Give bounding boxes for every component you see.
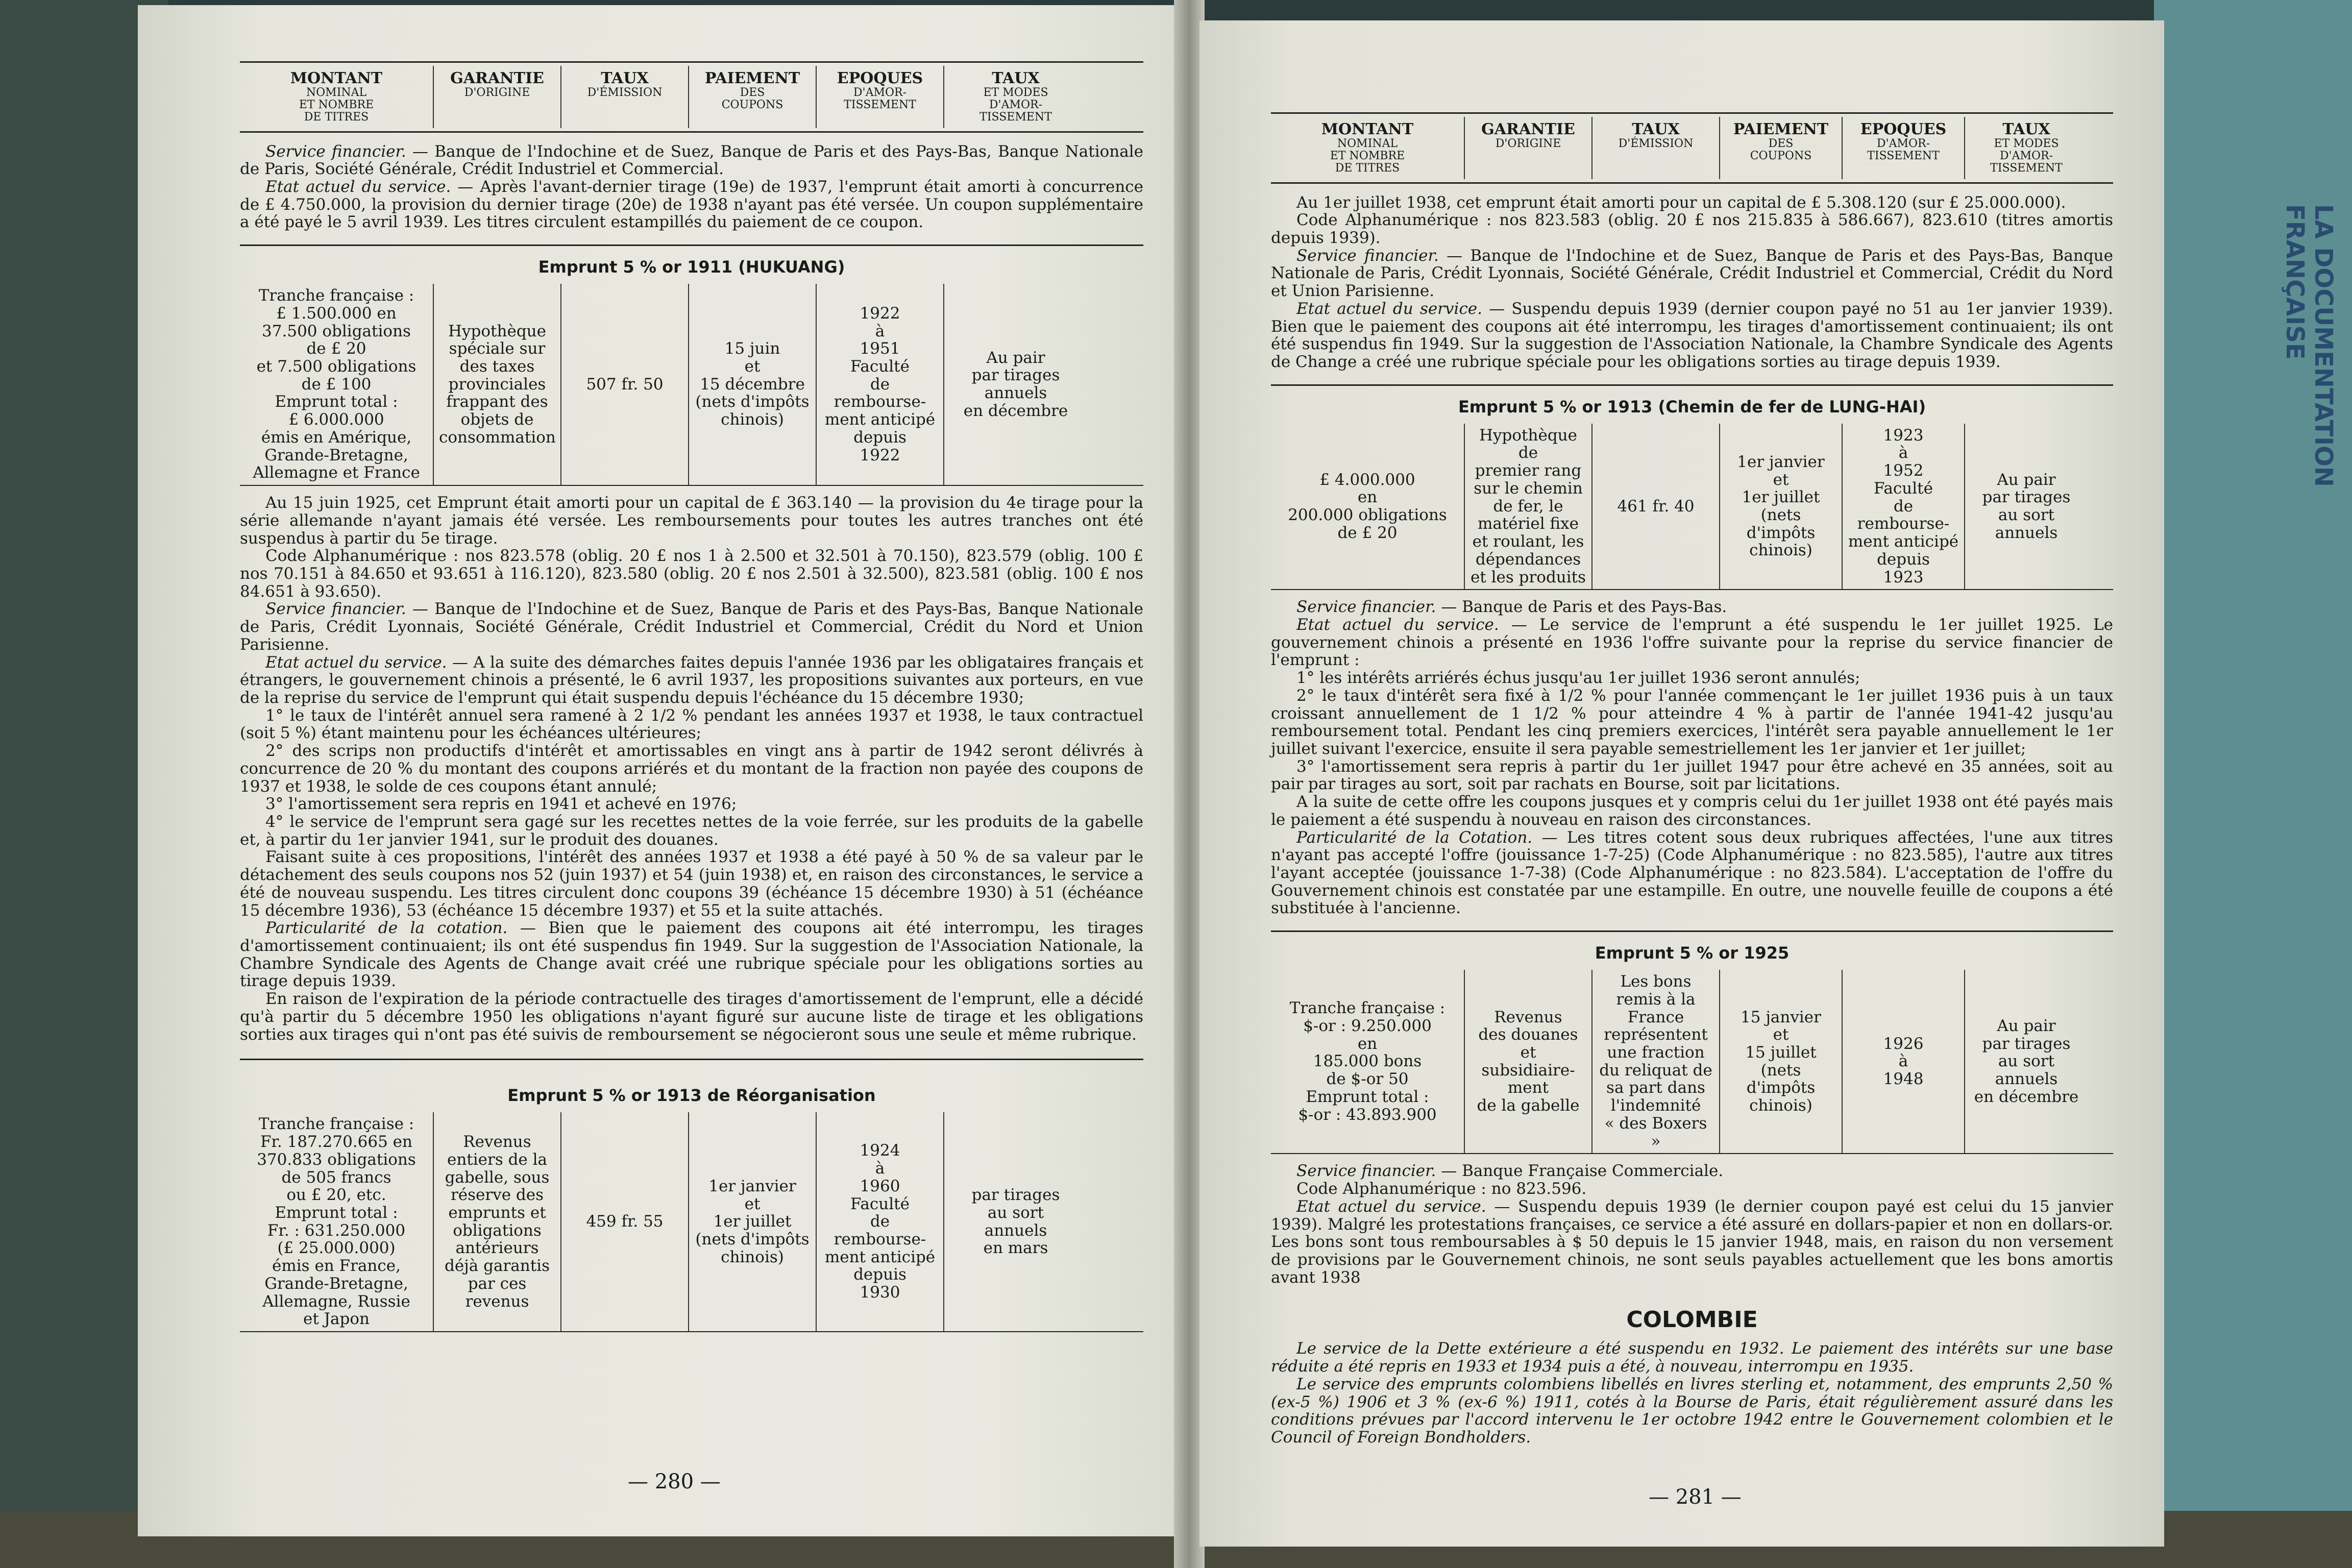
- lunghai-paragraph-text: — Les titres cotent sous deux rubriques affectées, l'une aux titres n'ayant pas accepté l'offre (jouissance 1-7-25) (Code Alphanumérique : no 823.585), l'autre aux titres l'ayant acceptée (jouissance 1-7-38) (Code Alphanumérique : no 823.584). L'acceptation de l'offre du Gouvernement chinois est constatée par une estampille. En outre, une nouvelle feuille de coupons a été substituée à l'ancienne.: [1271, 828, 2113, 918]
- hukuang-paragraph-text: 4° le service de l'emprunt sera gagé sur les recettes nettes de la voie ferrée, sur les produits de la gabelle et, à partir du 1er janvier 1941, sur le produit des douanes.: [240, 813, 1143, 849]
- side-label: LA DOCUMENTATION FRANÇAISE: [2281, 204, 2338, 487]
- hukuang-cell-text: 507 fr. 50: [586, 375, 664, 394]
- left-header-cell: [561, 66, 689, 128]
- reorg-cell: [434, 1112, 561, 1331]
- right-intro-paragraph: [1271, 247, 2113, 300]
- right-header-cell: [1843, 117, 1965, 179]
- hukuang-paragraph-text: 3° l'amortissement sera repris en 1941 et achevé en 1976;: [265, 795, 737, 814]
- hukuang-cell-text: 15 juin et 15 décembre (nets d'impôts chinois): [695, 339, 810, 429]
- lunghai-paragraph-text: A la suite de cette offre les coupons jusques et y compris celui du 1er juillet 1938 ont été payés mais le paiement a été suspendu à nouveau en raison des circonstances.: [1271, 793, 2113, 829]
- reorg-cell-text: 1er janvier et 1er juillet (nets d'impôts chinois): [695, 1177, 810, 1266]
- lunghai-cell: [1965, 424, 2088, 589]
- reorg-title: Emprunt 5 % or 1913 de Réorganisation: [507, 1086, 876, 1106]
- left-page-number: — 280 —: [628, 1470, 721, 1493]
- colombie-paragraph: [1271, 1376, 2113, 1447]
- right-intro: [1271, 194, 2113, 371]
- header-text: COUPONS: [721, 99, 783, 112]
- right-intro-paragraph: [1271, 194, 2113, 212]
- hukuang-paragraph-text: — A la suite des démarches faites depuis l'année 1936 par les obligataires français et étrangers, le gouvernement chinois a présenté, le 6 avril 1937, les propositions suivantes aux porteurs, en vue de la reprise du service de l'emprunt qui était suspendu depuis l'échéance du 15 décembre 1930;: [240, 653, 1143, 707]
- right-intro-paragraph-text: — Banque de l'Indochine et de Suez, Banque de Paris et des Pays-Bas, Banque Nationale de Paris, Crédit Lyonnais, Société Générale, Crédit Industriel et Commercial, Crédit du Nord et Union Parisienne.: [1271, 246, 2113, 301]
- header-text: DE TITRES: [1335, 162, 1400, 175]
- hukuang-paragraph-lead: Service financier.: [265, 600, 406, 619]
- e1925-paragraph: [1271, 1198, 2113, 1287]
- right-page-number: — 281 —: [1649, 1485, 1742, 1509]
- hukuang-paragraph-text: En raison de l'expiration de la période contractuelle des tirages d'amortissement de l'emprunt, elle a décidé qu'à partir du 5 décembre 1950 les obligations n'ayant figuré sur aucune liste de tirage et les obligations sorties aux tirages qui n'ont pas été suivis de remboursement se négocieront sous une seule et même rubrique.: [240, 990, 1143, 1044]
- e1925-cell: [1592, 970, 1720, 1153]
- lunghai-cell-text: 1er janvier et 1er juillet (nets d'impôts chinois): [1737, 452, 1825, 560]
- e1925-cell: [1843, 970, 1965, 1153]
- hukuang-paragraph: [240, 547, 1143, 600]
- left-divider-2: [240, 1059, 1143, 1060]
- hukuang-paragraph-text: — Banque de l'Indochine et de Suez, Banque de Paris et des Pays-Bas, Banque Nationale de Paris, Crédit Lyonnais, Société Générale, Crédit Industriel et Commercial, Crédit du Nord et Union Parisienne.: [240, 600, 1143, 654]
- left-header-cell: [434, 66, 561, 128]
- hukuang-cell: [689, 284, 817, 485]
- lunghai-paragraph-text: 2° le taux d'intérêt sera fixé à 1/2 % pour l'année commençant le 1er juillet 1936 puis à un taux croissant annuellement de 1 1/2 % pour atteindre 4 % à partir de l'année 1941-42 jusqu'au remboursement total. Pendant les cinq premiers exercices, l'intérêt sera payable annuellement le 1er juillet suivant l'exercice, ensuite il sera payable semestriellement les 1er janvier et 1er juillet;: [1271, 686, 2113, 758]
- left-intro-paragraph-lead: Etat actuel du service.: [265, 178, 451, 196]
- hukuang-cell: [240, 284, 434, 485]
- lunghai-paragraph: [1271, 669, 2113, 687]
- lunghai-cell: [1592, 424, 1720, 589]
- right-intro-paragraph: [1271, 211, 2113, 247]
- reorg-cell: [817, 1112, 944, 1331]
- left-intro-paragraph-lead: Service financier.: [265, 142, 406, 161]
- header-text: ET MODES: [1994, 137, 2059, 150]
- header-text: TAUX: [2002, 120, 2050, 138]
- left-header-cell: [817, 66, 944, 128]
- header-text: COUPONS: [1750, 150, 1812, 163]
- hukuang-paragraph: [240, 919, 1143, 990]
- right-page: [1199, 20, 2164, 1547]
- e1925-paragraph-text: Code Alphanumérique : no 823.596.: [1296, 1180, 1587, 1198]
- right-header-cell: [1720, 117, 1843, 179]
- lunghai-cell: [1271, 424, 1465, 589]
- hukuang-cell: [434, 284, 561, 485]
- header-text: TISSEMENT: [1990, 162, 2063, 175]
- reorg-cell-text: Tranche française : Fr. 187.270.665 en 370.833 obligations de 505 francs ou £ 20, etc. Emprunt total : Fr. : 631.250.000 (£ 25.000.000) émis en France, Grande-Bretagne, Allemagne, Russie et Japon: [257, 1115, 416, 1329]
- e1925-cell-text: Tranche française : $-or : 9.250.000 en 185.000 bons de $-or 50 Emprunt total : $-or : 43.893.900: [1289, 999, 1446, 1124]
- right-header-cell: [1592, 117, 1720, 179]
- left-intro-paragraph: [240, 143, 1143, 178]
- reorg-cell-text: Revenus entiers de la gabelle, sous réserve des emprunts et obligations antérieurs déjà garantis par ces revenus: [444, 1133, 550, 1311]
- lunghai-paragraph-text: 1° les intérêts arriérés échus jusqu'au 1er juillet 1936 seront annulés;: [1296, 669, 1860, 688]
- e1925-cell: [1720, 970, 1843, 1153]
- lunghai-paragraph: [1271, 793, 2113, 828]
- hukuang-paragraph: [240, 795, 1143, 813]
- lunghai-paragraph: [1271, 687, 2113, 758]
- lunghai-cell: [1720, 424, 1843, 589]
- right-intro-paragraph-text: — Suspendu depuis 1939 (dernier coupon payé no 51 au 1er janvier 1939). Bien que le paiement des coupons ait été interrompu, les tirages d'amortissement continuaient; ils ont été suspendus fin 1949. Sur la suggestion de l'Association Nationale, la Chambre Syndicale des Agents de Change a créé une rubrique spéciale pour les obligations sorties au tirage depuis 1939.: [1271, 299, 2113, 372]
- lunghai-title: Emprunt 5 % or 1913 (Chemin de fer de LUNG-HAI): [1458, 397, 1926, 416]
- left-header-cell: [944, 66, 1087, 128]
- left-header-cell: [240, 66, 434, 128]
- hukuang-cell-text: Au pair par tirages annuels en décembre: [963, 348, 1068, 420]
- e1925-cell: [1271, 970, 1465, 1153]
- e1925-title: Emprunt 5 % or 1925: [1595, 943, 1790, 963]
- hukuang-paragraph-text: Code Alphanumérique : nos 823.578 (oblig. 20 £ nos 1 à 2.500 et 32.501 à 70.150), 823.579 (oblig. 100 £ nos 70.151 à 84.650 et 93.651 à 116.120), 823.580 (oblig. 20 £ nos 2.501 à 32.500), 823.581 (oblig. 100 £ nos 84.651 à 93.650).: [240, 547, 1143, 601]
- e1925-cell-text: Les bons remis à la France représentent une fraction du reliquat de sa part dans l'indemnité « des Boxers »: [1599, 972, 1712, 1150]
- e1925-cell-text: 15 janvier et 15 juillet (nets d'impôts chinois): [1741, 1008, 1821, 1115]
- lunghai-paragraph: [1271, 758, 2113, 793]
- hukuang-text: [240, 494, 1143, 1043]
- hukuang-paragraph: [240, 707, 1143, 742]
- colombie-title: COLOMBIE: [1626, 1307, 1758, 1333]
- right-header-row: [1271, 112, 2113, 184]
- e1925-paragraph-text: — Banque Française Commerciale.: [1436, 1162, 1724, 1181]
- lunghai-cell-text: 461 fr. 40: [1617, 497, 1695, 516]
- header-text: D'AMOR-: [989, 99, 1043, 112]
- reorg-table: [240, 1112, 1143, 1332]
- hukuang-title: Emprunt 5 % or 1911 (HUKUANG): [538, 257, 845, 277]
- hukuang-paragraph-text: 1° le taux de l'intérêt annuel sera ramené à 2 1/2 % pendant les années 1937 et 1938, le taux contractuel (soit 5 %) étant maintenu pour les échéances ultérieures;: [240, 706, 1143, 743]
- e1925-text: [1271, 1162, 2113, 1286]
- lunghai-paragraph-lead: Particularité de la Cotation.: [1296, 828, 1533, 847]
- e1925-table: [1271, 970, 2113, 1154]
- reorg-cell: [240, 1112, 434, 1331]
- e1925-cell: [1965, 970, 2088, 1153]
- hukuang-paragraph-text: 2° des scrips non productifs d'intérêt et amortissables en vingt ans à partir de 1942 seront délivrés à concurrence de 20 % du montant des coupons arriérés et du montant de la fraction non payée des coupons de 1937 et 1938, le solde de ces coupons étant annulé;: [240, 742, 1143, 796]
- hukuang-paragraph-lead: Particularité de la cotation.: [265, 919, 508, 938]
- header-text: PAIEMENT: [1733, 120, 1829, 138]
- e1925-paragraph: [1271, 1162, 2113, 1180]
- hukuang-paragraph: [240, 742, 1143, 795]
- left-intro: [240, 143, 1143, 232]
- lunghai-cell-text: £ 4.000.000 en 200.000 obligations de £ 20: [1288, 470, 1447, 542]
- hukuang-paragraph-lead: Etat actuel du service.: [265, 653, 447, 672]
- left-divider-1: [240, 244, 1143, 246]
- reorg-cell-text: par tirages au sort annuels en mars: [971, 1186, 1060, 1258]
- hukuang-cell-text: Tranche française : £ 1.500.000 en 37.500 obligations de £ 20 et 7.500 obligations de £ 100 Emprunt total : £ 6.000.000 émis en Amérique, Grande-Bretagne, Allemagne et France: [253, 286, 420, 482]
- header-text: ET NOMBRE: [1330, 150, 1405, 163]
- header-text: TISSEMENT: [979, 111, 1052, 124]
- right-header-cell: [1465, 117, 1592, 179]
- header-text: GARANTIE: [1481, 120, 1575, 138]
- reorg-cell: [689, 1112, 817, 1331]
- hukuang-paragraph: [240, 654, 1143, 707]
- header-text: TAUX: [992, 69, 1040, 87]
- right-header-cell: [1965, 117, 2088, 179]
- left-header-cell: [689, 66, 817, 128]
- left-page-content: [240, 61, 1143, 1340]
- hukuang-paragraph-text: Faisant suite à ces propositions, l'intérêt des années 1937 et 1938 a été payé à 50 % de sa valeur par le détachement des seuls coupons nos 52 (juin 1937) et 54 (juin 1938) et, en raison des circonstances, le service a été de nouveau suspendu. Les titres circulent donc coupons 39 (échéance 15 décembre 1930) à 51 (échéance 15 décembre 1936), 53 (échéance 15 décembre 1937) et 55 et la suite attachés.: [240, 848, 1143, 920]
- left-page: [138, 5, 1189, 1536]
- reorg-cell: [561, 1112, 689, 1331]
- right-divider-2: [1271, 930, 2113, 932]
- lunghai-text: [1271, 598, 2113, 917]
- hukuang-paragraph: [240, 600, 1143, 653]
- header-text: EPOQUES: [1860, 120, 1947, 138]
- right-divider-1: [1271, 384, 2113, 386]
- header-text: GARANTIE: [450, 69, 544, 87]
- header-text: DES: [1768, 137, 1794, 150]
- header-text: NOMINAL: [1337, 137, 1398, 150]
- header-text: ET MODES: [983, 86, 1048, 99]
- reorg-cell: [944, 1112, 1087, 1331]
- header-text: D'ORIGINE: [464, 86, 530, 99]
- hukuang-paragraph: [240, 813, 1143, 848]
- right-intro-paragraph: [1271, 300, 2113, 371]
- lunghai-cell: [1465, 424, 1592, 589]
- e1925-cell-text: Revenus des douanes et subsidiaire- ment de la gabelle: [1477, 1008, 1580, 1115]
- right-intro-paragraph-lead: Service financier.: [1296, 246, 1439, 265]
- header-text: DES: [740, 86, 765, 99]
- hukuang-paragraph-text: — Bien que le paiement des coupons ait été interrompu, les tirages d'amortissement continuaient; ils ont été suspendus fin 1949. Sur la suggestion de l'Association Nationale, la Chambre Syndicale des Agents de Change avait créé une rubrique spéciale pour les obligations sorties au tirage depuis 1939.: [240, 919, 1143, 991]
- header-text: D'AMOR-: [1999, 150, 2053, 163]
- colombie-text: [1271, 1340, 2113, 1446]
- lunghai-paragraph-lead: Service financier.: [1296, 598, 1436, 617]
- e1925-cell-text: 1926 à 1948: [1883, 1034, 1924, 1089]
- header-text: DE TITRES: [304, 111, 369, 124]
- e1925-paragraph: [1271, 1180, 2113, 1198]
- right-intro-paragraph-text: Au 1er juillet 1938, cet emprunt était amorti pour un capital de £ 5.308.120 (sur £ 25.000.000).: [1296, 193, 2066, 212]
- hukuang-cell-text: Hypothèque spéciale sur des taxes provinciales frappant des objets de consommation: [439, 322, 556, 447]
- lunghai-cell-text: Hypothèque de premier rang sur le chemin de fer, le matériel fixe et roulant, les dépendances et les produits: [1470, 426, 1586, 586]
- hukuang-cell: [817, 284, 944, 485]
- right-page-content: [1271, 112, 2113, 1447]
- lunghai-cell: [1843, 424, 1965, 589]
- hukuang-paragraph: [240, 848, 1143, 919]
- right-intro-paragraph-lead: Etat actuel du service.: [1296, 299, 1483, 318]
- e1925-paragraph-lead: Etat actuel du service.: [1296, 1197, 1486, 1216]
- header-text: D'AMOR-: [1876, 137, 1930, 150]
- colombie-paragraph-text: Le service des emprunts colombiens libellés en livres sterling et, notamment, des emprunts 2,50 % (ex-5 %) 1906 et 3 % (ex-6 %) 1911, cotés à la Bourse de Paris, était régulièrement assuré dans les conditions prévues par l'accord intervenu le 1er octobre 1942 entre le Gouvernement colombien et le Council of Foreign Bondholders.: [1271, 1375, 2113, 1447]
- reorg-cell-text: 1924 à 1960 Faculté de rembourse- ment anticipé depuis 1930: [824, 1141, 936, 1302]
- hukuang-table: [240, 284, 1143, 486]
- e1925-cell-text: Au pair par tirages au sort annuels en décembre: [1974, 1016, 2079, 1106]
- hukuang-paragraph: [240, 990, 1143, 1043]
- header-text: EPOQUES: [837, 69, 923, 87]
- right-intro-paragraph-text: Code Alphanumérique : nos 823.583 (oblig. 20 £ nos 215.835 à 586.667), 823.610 (titres amortis depuis 1939).: [1271, 211, 2113, 247]
- header-text: TAUX: [1632, 120, 1680, 138]
- header-text: TISSEMENT: [1867, 150, 1940, 163]
- header-text: D'AMOR-: [853, 86, 907, 99]
- lunghai-table: [1271, 424, 2113, 590]
- lunghai-paragraph-lead: Etat actuel du service.: [1296, 615, 1499, 634]
- lunghai-paragraph-text: — Le service de l'emprunt a été suspendu le 1er juillet 1925. Le gouvernement chinois a présenté en 1936 l'offre suivante pour la reprise du service financier de l'emprunt :: [1271, 615, 2113, 670]
- e1925-paragraph-text: — Suspendu depuis 1939 (le dernier coupon payé est celui du 15 janvier 1939). Malgré les protestations françaises, ce service a été assuré en dollars-papier et non en dollars-or. Les bons sont tous remboursables à $ 50 depuis le 15 janvier 1948, mais, en raison du non versement de provisions par le Gouvernement chinois, ne sont seuls payables actuellement que les bons amortis avant 1938: [1271, 1197, 2113, 1287]
- header-text: TAUX: [601, 69, 649, 87]
- header-text: D'ÉMISSION: [587, 86, 663, 99]
- header-text: NOMINAL: [306, 86, 367, 99]
- left-intro-paragraph-text: — Après l'avant-dernier tirage (19e) de 1937, l'emprunt était amorti à concurrence de £ 4.750.000, la provision du dernier tirage (20e) de 1938 n'ayant pas été versée. Un coupon supplémentaire a été payé le 5 avril 1939. Les titres circulent estampillés du paiement de ce coupon.: [240, 178, 1143, 232]
- lunghai-cell-text: Au pair par tirages au sort annuels: [1982, 470, 2071, 542]
- hukuang-cell: [561, 284, 689, 485]
- colombie-paragraph: [1271, 1340, 2113, 1375]
- lunghai-paragraph-text: — Banque de Paris et des Pays-Bas.: [1436, 598, 1727, 617]
- e1925-cell: [1465, 970, 1592, 1153]
- hukuang-paragraph-text: Au 15 juin 1925, cet Emprunt était amorti pour un capital de £ 363.140 — la provision du 4e tirage pour la série allemande n'ayant jamais été versée. Les remboursements pour toutes les autres tranches ont été suspendus à partir du 5e tirage.: [240, 494, 1143, 548]
- left-intro-paragraph-text: — Banque de l'Indochine et de Suez, Banque de Paris et des Pays-Bas, Banque Nationale de Paris, Société Générale, Crédit Industriel et Commercial.: [240, 142, 1143, 179]
- header-text: D'ÉMISSION: [1618, 137, 1694, 150]
- lunghai-paragraph: [1271, 616, 2113, 669]
- header-text: ET NOMBRE: [299, 99, 374, 112]
- header-text: MONTANT: [1321, 120, 1414, 138]
- lunghai-paragraph: [1271, 598, 2113, 616]
- left-intro-paragraph: [240, 178, 1143, 231]
- hukuang-paragraph: [240, 494, 1143, 547]
- lunghai-paragraph-text: 3° l'amortissement sera repris à partir du 1er juillet 1947 pour être achevé en 35 années, soit au pair par tirages au sort, soit par rachats en Bourse, soit par licitations.: [1271, 757, 2113, 794]
- lunghai-paragraph: [1271, 829, 2113, 918]
- header-text: D'ORIGINE: [1495, 137, 1561, 150]
- lunghai-cell-text: 1923 à 1952 Faculté de rembourse- ment anticipé depuis 1923: [1848, 426, 1959, 586]
- left-header-row: [240, 61, 1143, 133]
- e1925-paragraph-lead: Service financier.: [1296, 1162, 1436, 1181]
- header-text: MONTANT: [290, 69, 383, 87]
- header-text: PAIEMENT: [704, 69, 800, 87]
- right-header-cell: [1271, 117, 1465, 179]
- hukuang-cell-text: 1922 à 1951 Faculté de rembourse- ment anticipé depuis 1922: [824, 304, 936, 464]
- colombie-paragraph-text: Le service de la Dette extérieure a été suspendu en 1932. Le paiement des intérêts sur une base réduite a été repris en 1933 et 1934 puis a été, à nouveau, interrompu en 1935.: [1271, 1339, 2113, 1376]
- reorg-cell-text: 459 fr. 55: [586, 1212, 664, 1231]
- header-text: TISSEMENT: [844, 99, 916, 112]
- hukuang-cell: [944, 284, 1087, 485]
